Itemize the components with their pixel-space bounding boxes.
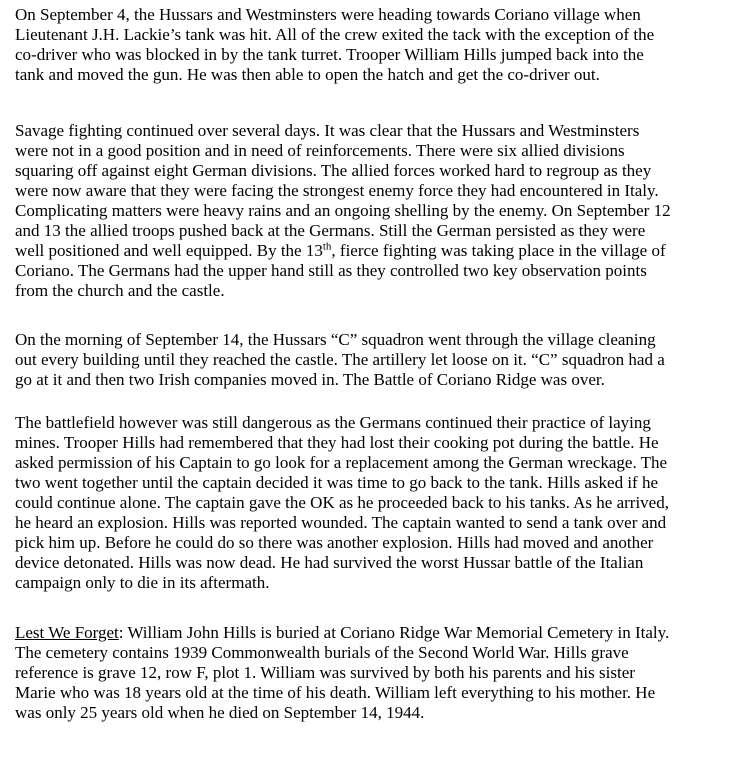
text-line: and 13 the allied troops pushed back at the Germans. Still the German persisted as they were [15,221,646,240]
text-line: campaign only to die in its aftermath. [15,573,270,592]
text-line: reference is grave 12, row F, plot 1. William was survived by both his parents and his sister [15,663,635,682]
lest-we-forget-heading: Lest We Forget [15,623,119,642]
text-line: asked permission of his Captain to go look for a replacement among the German wreckage. The [15,453,668,472]
text-line: Marie who was 18 years old at the time of his death. William left everything to his mother. He [15,683,656,702]
text-line: On the morning of September 14, the Hussars “C” squadron went through the village cleaning [15,330,656,349]
paragraph-5 [15,623,739,723]
text-line [15,623,739,643]
text-line: tank and moved the gun. He was then able to open the hatch and get the co-driver out. [15,65,600,84]
text-line: co-driver who was blocked in by the tank turret. Trooper William Hills jumped back into the [15,45,644,64]
text-line: were now aware that they were facing the strongest enemy force they had encountered in Italy. [15,181,659,200]
text-segment: well positioned and well equipped. By the 13 [15,241,323,260]
text-line: two went together until the captain decided it was time to go back to the tank. Hills asked if he [15,473,658,492]
text-line: was only 25 years old when he died on September 14, 1944. [15,703,425,722]
paragraph-3 [15,330,739,390]
text-line: squaring off against eight German divisions. The allied forces worked hard to regroup as they [15,161,652,180]
paragraph-4 [15,413,739,593]
text-segment: , fierce fighting was taking place in the village of [331,241,666,260]
text-line: Complicating matters were heavy rains and an ongoing shelling by the enemy. On September 12 [15,201,671,220]
text-line: out every building until they reached the castle. The artillery let loose on it. “C” squadron had a [15,350,665,369]
text-line: were not in a good position and in need of reinforcements. There were six allied divisions [15,141,625,160]
text-line: On September 4, the Hussars and Westminsters were heading towards Coriano village when [15,5,641,24]
text-line: pick him up. Before he could do so there was another explosion. Hills had moved and another [15,533,654,552]
text-line-superscript [15,241,739,261]
text-line: Savage fighting continued over several days. It was clear that the Hussars and Westminsters [15,121,640,140]
text-segment: : William John Hills is buried at Coriano Ridge War Memorial Cemetery in Italy. [118,623,670,642]
text-line: mines. Trooper Hills had remembered that they had lost their cooking pot during the battle. He [15,433,659,452]
text-line: The cemetery contains 1939 Commonwealth burials of the Second World War. Hills grave [15,643,629,662]
text-line: device detonated. Hills was now dead. He had survived the worst Hussar battle of the Italian [15,553,644,572]
text-line: go at it and then two Irish companies moved in. The Battle of Coriano Ridge was over. [15,370,605,389]
ordinal-superscript: th [322,240,332,253]
paragraph-1 [15,5,739,85]
paragraph-2 [15,121,739,301]
text-line: Coriano. The Germans had the upper hand still as they controlled two key observation points [15,261,647,280]
text-line: from the church and the castle. [15,281,225,300]
text-line: Lieutenant J.H. Lackie’s tank was hit. All of the crew exited the tack with the exception of the [15,25,655,44]
text-line: he heard an explosion. Hills was reported wounded. The captain wanted to send a tank over and [15,513,667,532]
text-line: could continue alone. The captain gave the OK as he proceeded back to his tanks. As he arrived, [15,493,669,512]
text-line: The battlefield however was still dangerous as the Germans continued their practice of laying [15,413,651,432]
